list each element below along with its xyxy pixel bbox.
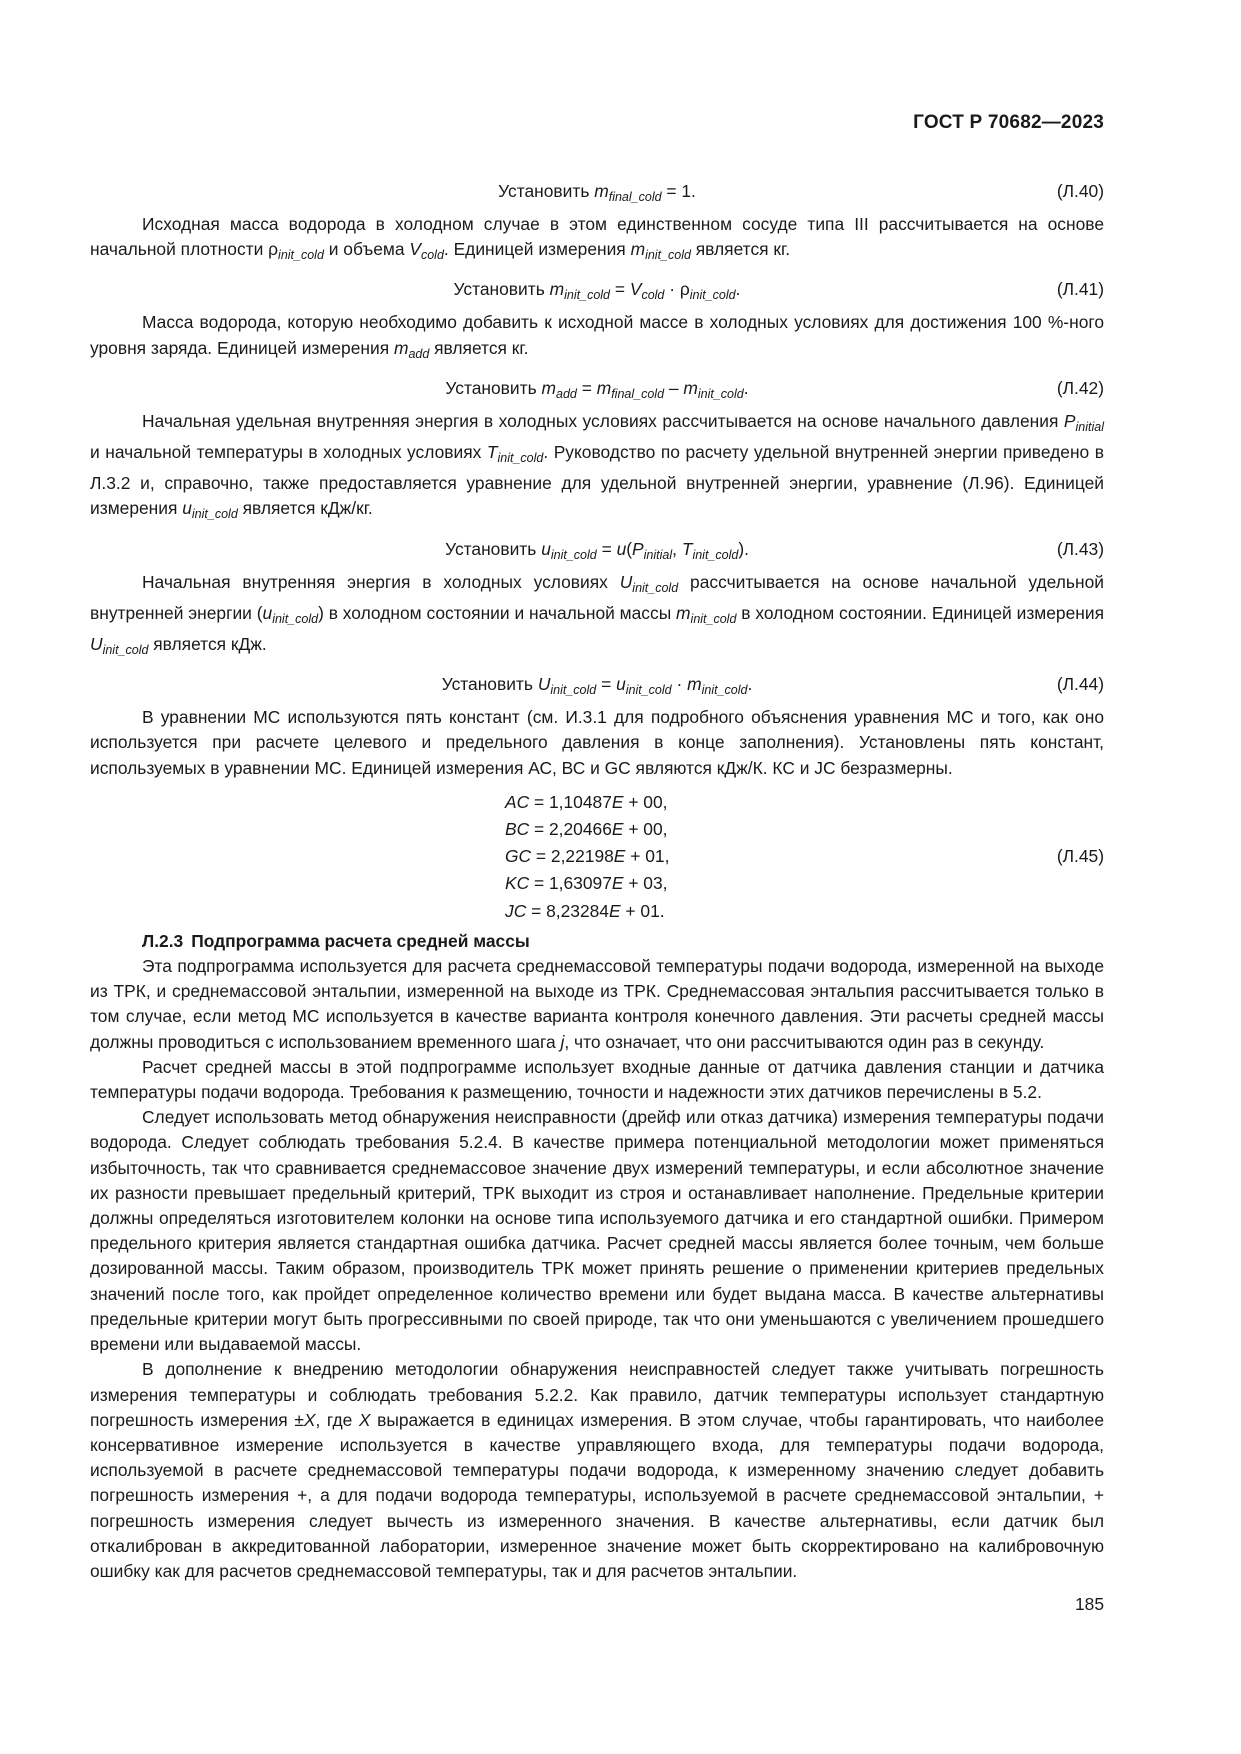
paragraph: Начальная внутренняя энергия в холодных условиях $U_{init\_cold}$ рассчитывается на основе начальной удельной внутренней энергии $(u_{init\_cold})$ в холодном состоянии и начальной массы $m_{init\_cold}$ в холодном состоянии. Единицей измерения $U_{init\_cold}$ является кДж. (90, 571, 1104, 658)
equation-number: (Л.42) (1056, 377, 1104, 398)
constant-row: GC = 2,22198E + 01, (505, 846, 670, 867)
paragraph: Исходная масса водорода в холодном случае в этом единственном сосуде типа III рассчитывается на основе начальной плотности $\rho_{init\_cold}$ и объема $V_{cold}$. Единицей измерения $m_{init\_cold}$ является кг. (90, 214, 1104, 263)
equation-l42: Установить $m_{add} = m_{final\_cold} - m_{init\_cold}$. (Л.42) (90, 375, 1104, 401)
equation-l44: Установить $U_{init\_cold} = u_{init\_cold} \cdot m_{init\_cold}$. (Л.44) (90, 671, 1104, 697)
constant-row: JC = 8,23284E + 01. (505, 900, 665, 921)
paragraph: Следует использовать метод обнаружения неисправности (дрейф или отказ датчика) измерения температуры подачи водорода. Следует соблюдать требования 5.2.4. В качестве примера потенциальной методологии может применяться избыточность, так что сравнивается среднемассовое значение двух измерений температуры, и если абсолютное значение их разности превышает предельный критерий, ТРК выходит из строя и останавливает наполнение. Предельные критерии должны определяться изготовителем колонки на основе типа используемого датчика и его стандартной ошибки. Примером предельного критерия является стандартная ошибка датчика. Расчет средней массы является более точным, чем больше дозированной массы. Таким образом, производитель ТРК может принять решение о применении критериев предельных значений после того, как пройдет определенное количество времени или будет выдана масса. В качестве альтернативы предельные критерии могут быть прогрессивными по своей природе, так что они уменьшаются с увеличением прошедшего времени или выдаваемой массы. (90, 1107, 1104, 1355)
equation-number: (Л.44) (1056, 674, 1104, 695)
page-number: 185 (1074, 1594, 1104, 1614)
paragraph: В дополнение к внедрению методологии обнаружения неисправностей следует также учитывать погрешность измерения температуры и соблюдать требования 5.2.2. Как правило, датчик температуры использует стандартную погрешность измерения ±X, где X выражается в единицах измерения. В этом случае, чтобы гарантировать, что наиболее консервативное измерение используется в качестве управляющего входа, для температуры подачи водорода, используемой в расчете среднемассовой температуры подачи водорода, к измеренному значению следует добавить погрешность измерения +, а для подачи водорода температуры, используемой в расчете среднемассовой энтальпии, + погрешность измерения следует вычесть из измеренного значения. В качестве альтернативы, если датчик был откалиброван в аккредитованной лаборатории, измеренное значение может быть скорректировано на калибровочную ошибку как для расчетов среднемассовой температуры, так и для расчетов энтальпии. (90, 1359, 1104, 1581)
constant-row: AC = 1,10487E + 00, (505, 791, 668, 812)
equation-number: (Л.43) (1056, 538, 1104, 559)
section-heading: Л.2.3 Подпрограмма расчета средней массы (142, 930, 530, 951)
paragraph: Расчет средней массы в этой подпрограмме использует входные данные от датчика давления станции и датчика температуры подачи водорода. Требования к размещению, точности и надежности этих датчиков перечислены в 5.2. (90, 1056, 1104, 1103)
equation-number: (Л.41) (1056, 279, 1104, 300)
equation-l41: Установить $m_{init\_cold} = V_{cold} \cdot \rho_{init\_cold}$. (Л.41) (90, 276, 1104, 302)
paragraph: Эта подпрограмма используется для расчета среднемассовой температуры подачи водорода, измеренной на выходе из ТРК, и среднемассовой энтальпии, измеренной на выходе из ТРК. Среднемассовая энтальпия рассчитывается только в том случае, если метод МС используется в качестве варианта контроля конечного давления. Эти расчеты средней массы должны проводиться с использованием временного шага j, что означает, что они рассчитываются один раз в секунду. (90, 956, 1104, 1052)
constant-row: BC = 2,20466E + 00, (505, 819, 668, 840)
paragraph: Масса водорода, которую необходимо добавить к исходной массе в холодных условиях для достижения 100 %-ного уровня заряда. Единицей измерения $m_{add}$ является кг. (90, 312, 1104, 361)
doc-header: ГОСТ Р 70682—2023 (913, 112, 1104, 133)
equation-l43: Установить $u_{init\_cold} = u(P_{initial}$, $T_{init\_cold}$). (Л.43) (90, 536, 1104, 562)
paragraph: Начальная удельная внутренняя энергия в холодных условиях рассчитывается на основе начального давления $P_{initial}$ и начальной температуры в холодных условиях $T_{init\_cold}$. Руководство по расчету удельной внутренней энергии приведено в Л.3.2 и, справочно, также предоставляется уравнение для удельной внутренней энергии, уравнение (Л.96). Единицей измерения $u_{init\_cold}$ является кДж/кг. (90, 410, 1104, 522)
constant-row: KC = 1,63097E + 03, (505, 873, 668, 894)
page-content (90, 170, 1104, 1584)
equation-l45-constants (90, 789, 1104, 925)
equation-number: (Л.40) (1056, 181, 1104, 201)
equation-l40: Установить $m_{final\_cold} = 1$. (Л.40) (90, 178, 1104, 204)
equation-number: (Л.45) (1056, 845, 1104, 866)
paragraph: В уравнении МС используются пять констант (см. И.3.1 для подробного объяснения уравнения МС и того, как оно используется при расчете целевого и предельного давления в конце заполнения). Установлены пять констант, используемых в уравнении МС. Единицей измерения АС, ВС и GC являются кДж/К. КС и JC безразмерны. (90, 707, 1104, 778)
